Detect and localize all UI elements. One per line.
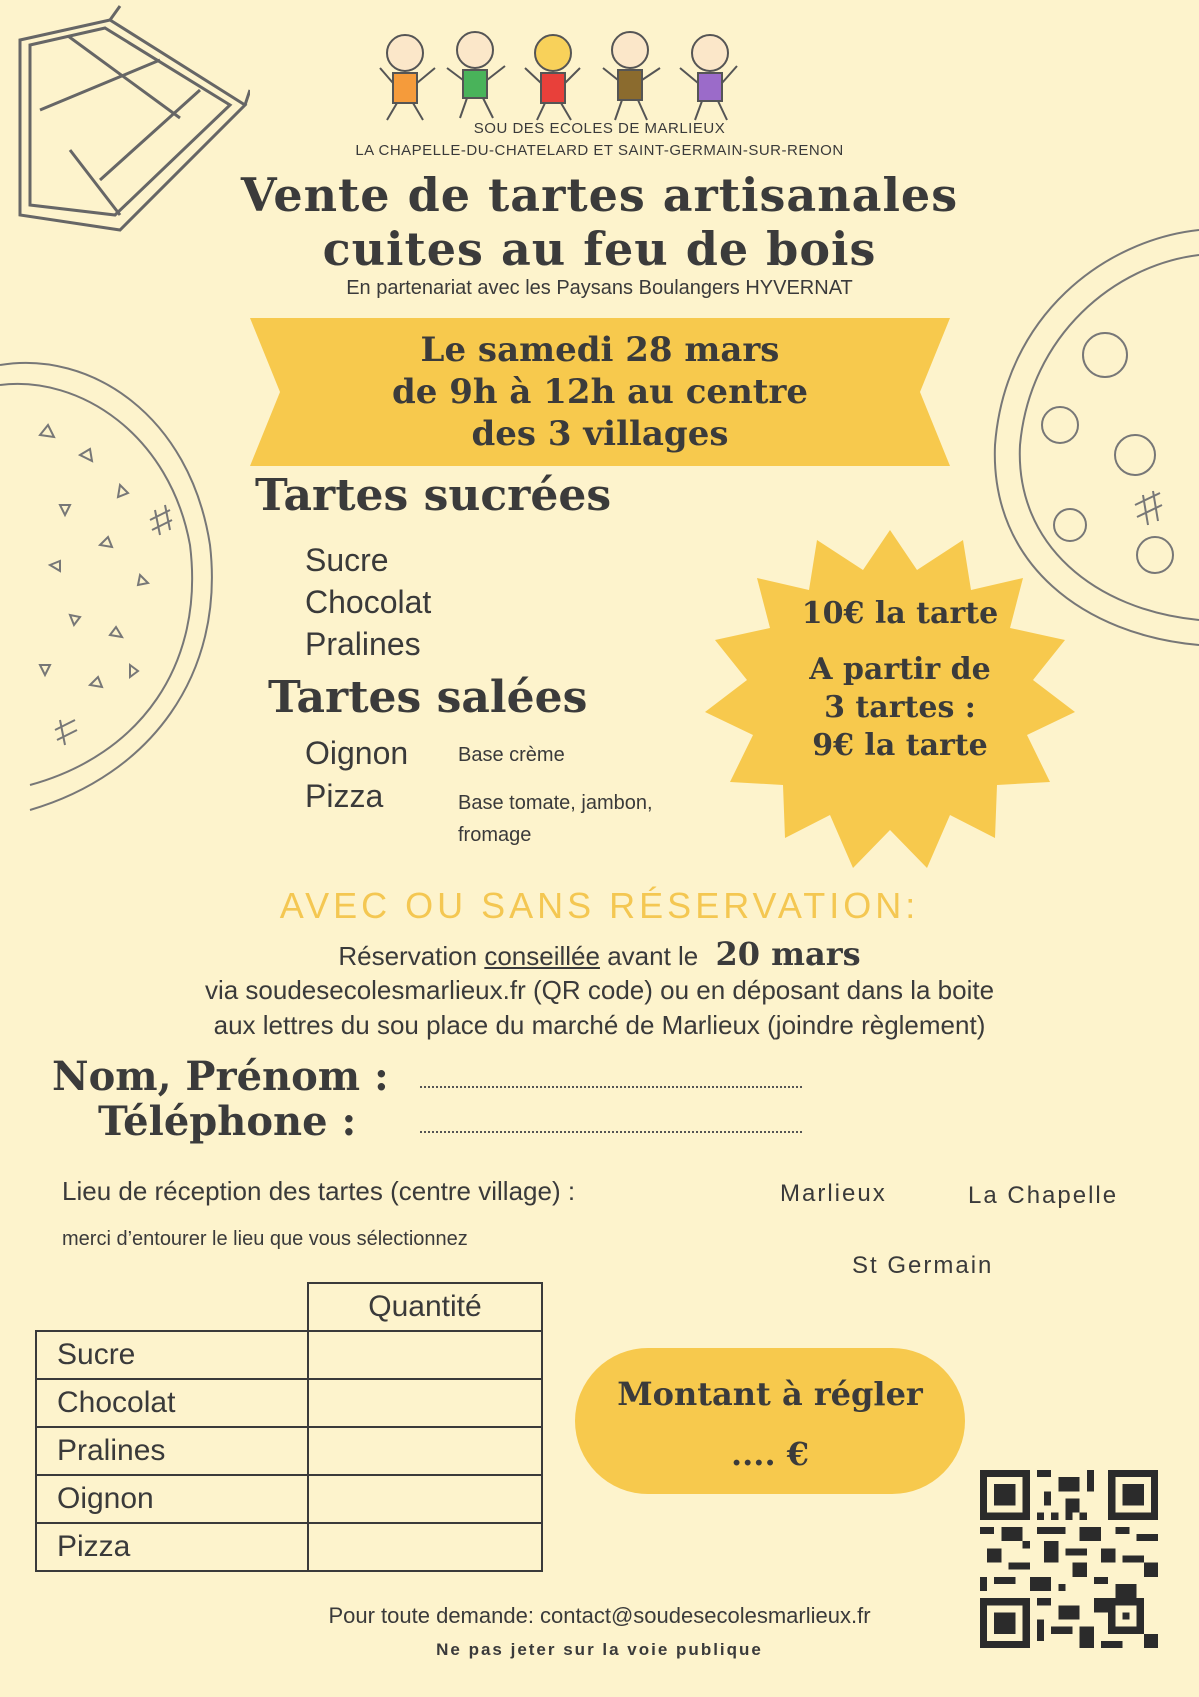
row-label-pizza: Pizza: [36, 1523, 308, 1571]
savory-item-pizza: Pizza: [305, 778, 384, 814]
phone-label: Téléphone :: [98, 1098, 357, 1145]
quantity-cell-sucre[interactable]: [308, 1331, 542, 1379]
price-multi-line2: 3 tartes :: [824, 690, 976, 725]
reservation-date: 20 mars: [715, 935, 861, 973]
pickup-location-hint: merci d’entourer le lieu que vous sélectionnez: [62, 1228, 468, 1250]
quantity-column-header: Quantité: [308, 1283, 542, 1331]
reservation-pre: Réservation: [338, 941, 478, 971]
reservation-instructions-line2: aux lettres du sou place du marché de Marlieux (joindre règlement): [213, 1010, 986, 1040]
event-place: des 3 villages: [471, 414, 729, 454]
price-multi-line1: A partir de: [809, 652, 991, 687]
children-logo: [375, 28, 795, 123]
name-field[interactable]: [420, 1086, 802, 1088]
table-row: [36, 1523, 542, 1571]
table-row: [36, 1427, 542, 1475]
reservation-before: avant le: [607, 941, 699, 971]
amount-label: Montant à régler: [617, 1375, 923, 1413]
quantity-cell-pralines[interactable]: [308, 1427, 542, 1475]
price-multi-line3: 9€ la tarte: [812, 728, 988, 763]
pizza-illustration-left: [0, 345, 225, 815]
quantity-cell-oignon[interactable]: [308, 1475, 542, 1523]
organization-villages: LA CHAPELLE-DU-CHATELARD ET SAINT-GERMAIN-SUR-RENON: [355, 142, 844, 159]
row-label-sucre: Sucre: [36, 1331, 308, 1379]
table-row: [36, 1475, 542, 1523]
main-title-line2: cuites au feu de bois: [322, 222, 877, 276]
table-corner-cell: [36, 1283, 308, 1331]
savory-item-oignon: Oignon: [305, 735, 409, 771]
phone-field[interactable]: [420, 1131, 802, 1133]
litter-notice: Ne pas jeter sur la voie publique: [436, 1640, 763, 1659]
name-label: Nom, Prénom :: [52, 1053, 389, 1100]
order-quantity-table: [35, 1282, 543, 1572]
sweet-item-chocolat: Chocolat: [305, 584, 432, 620]
table-header-row: [36, 1283, 542, 1331]
savory-note-pizza-line2: fromage: [458, 824, 532, 846]
price-single: 10€ la tarte: [801, 596, 999, 631]
savory-note-oignon: Base crème: [458, 744, 565, 766]
event-date: Le samedi 28 mars: [420, 330, 780, 370]
sweet-tarts-title: Tartes sucrées: [255, 470, 612, 521]
sweet-item-sucre: Sucre: [305, 542, 389, 578]
table-row: [36, 1331, 542, 1379]
quantity-cell-pizza[interactable]: [308, 1523, 542, 1571]
reservation-instructions-line1: via soudesecolesmarlieux.fr (QR code) ou en déposant dans la boite: [204, 975, 995, 1005]
main-title-line1: Vente de tartes artisanales: [240, 168, 959, 222]
event-time: de 9h à 12h au centre: [391, 372, 809, 412]
village-option-st-germain[interactable]: St Germain: [852, 1252, 994, 1279]
contact-line: Pour toute demande: contact@soudesecolesmarlieux.fr: [328, 1603, 871, 1628]
reservation-deadline-line: [0, 935, 1199, 973]
row-label-chocolat: Chocolat: [36, 1379, 308, 1427]
table-row: [36, 1379, 542, 1427]
sweet-item-pralines: Pralines: [305, 626, 421, 662]
village-option-marlieux[interactable]: Marlieux: [780, 1180, 887, 1207]
village-option-la-chapelle[interactable]: La Chapelle: [968, 1182, 1119, 1209]
reservation-advised: conseillée: [484, 941, 600, 971]
partner-line: En partenariat avec les Paysans Boulangers HYVERNAT: [346, 277, 853, 299]
savory-tarts-title: Tartes salées: [268, 672, 588, 723]
row-label-pralines: Pralines: [36, 1427, 308, 1475]
amount-value[interactable]: .... €: [731, 1435, 809, 1473]
pickup-location-label: Lieu de réception des tartes (centre village) :: [62, 1176, 576, 1206]
row-label-oignon: Oignon: [36, 1475, 308, 1523]
savory-note-pizza-line1: Base tomate, jambon,: [458, 792, 653, 814]
quantity-cell-chocolat[interactable]: [308, 1379, 542, 1427]
reservation-heading: AVEC OU SANS RÉSERVATION:: [279, 885, 920, 926]
organization-name: SOU DES ECOLES DE MARLIEUX: [473, 120, 726, 137]
